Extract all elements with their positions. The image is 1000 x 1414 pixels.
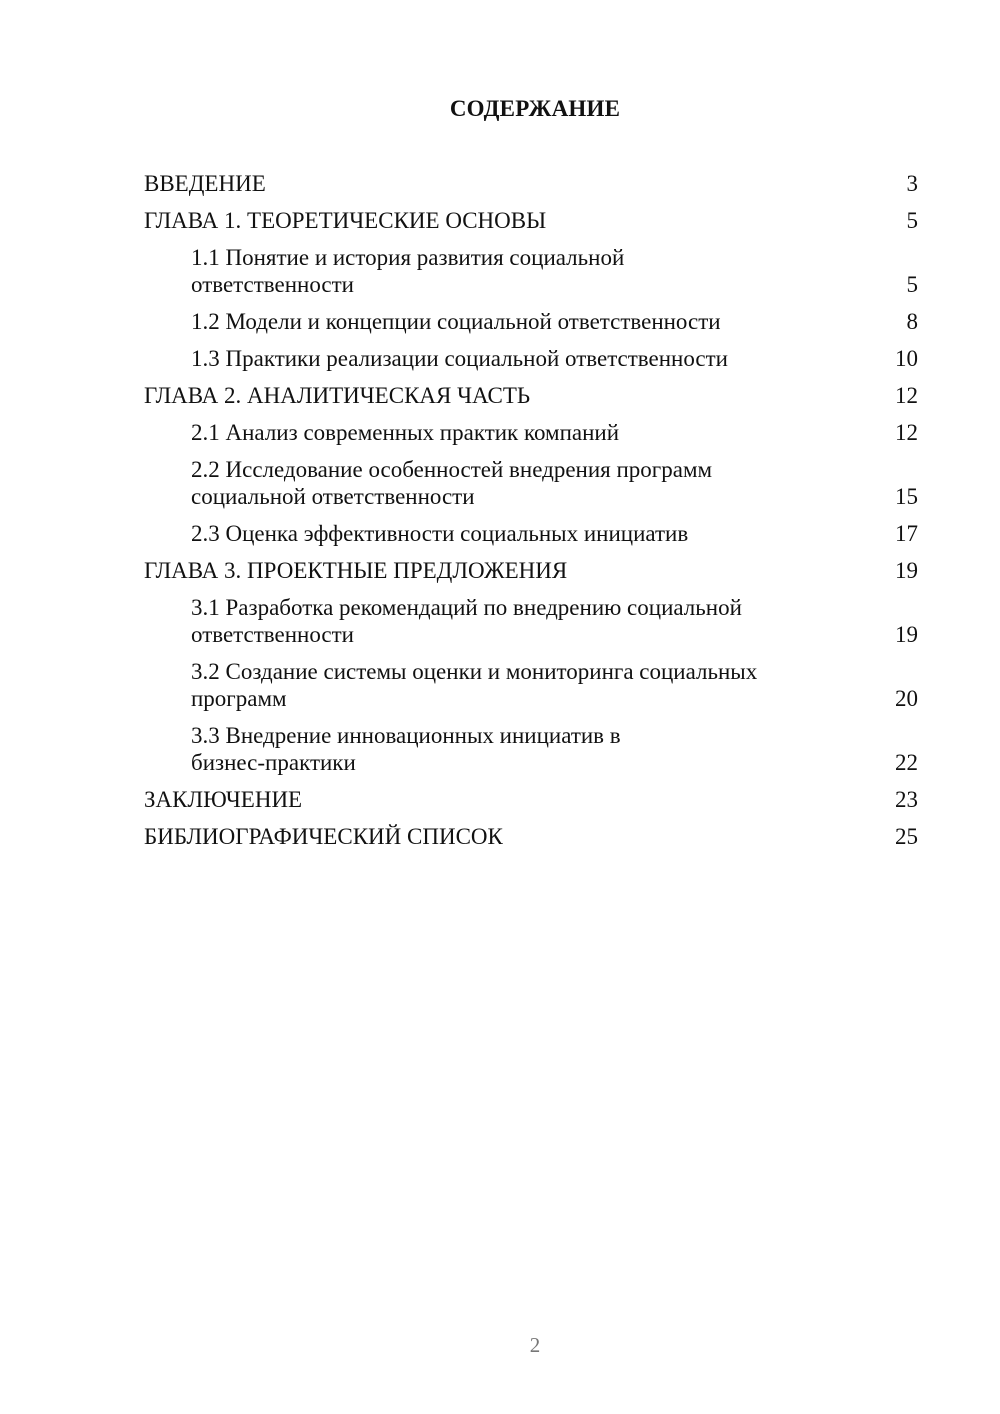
toc-entry-page: 5: [906, 208, 918, 233]
toc-entry-page: 17: [895, 521, 918, 546]
toc-entry-page: 19: [895, 558, 918, 583]
toc-entry-text: 1.2 Модели и концепции социальной ответственности: [191, 309, 721, 334]
toc-entry-section-2-2[interactable]: [144, 456, 918, 510]
toc-entry-page: 22: [895, 750, 918, 775]
toc-entry-text: ВВЕДЕНИЕ: [144, 171, 266, 196]
toc-title: СОДЕРЖАНИЕ: [449, 96, 621, 121]
toc-entry-section-2-3[interactable]: [144, 520, 918, 547]
toc-entry-page: 3: [906, 171, 918, 196]
toc-entry-text: 2.1 Анализ современных практик компаний: [191, 420, 620, 445]
toc-entry-conclusion[interactable]: [144, 786, 918, 813]
toc-entry-chapter-3[interactable]: [144, 557, 918, 584]
toc-entry-chapter-2[interactable]: [144, 382, 918, 409]
table-of-contents: [144, 170, 918, 860]
toc-entry-page: 12: [895, 420, 918, 445]
toc-entry-text: ЗАКЛЮЧЕНИЕ: [144, 787, 303, 812]
toc-entry-text: 2.2 Исследование особенностей внедрения программ социальной ответственности: [191, 457, 713, 509]
toc-entry-text: БИБЛИОГРАФИЧЕСКИЙ СПИСОК: [144, 824, 503, 849]
toc-entry-chapter-1[interactable]: [144, 207, 918, 234]
toc-entry-page: 19: [895, 622, 918, 647]
toc-entry-page: 10: [895, 346, 918, 371]
toc-entry-text: 1.1 Понятие и история развития социальной ответственности: [191, 245, 625, 297]
toc-entry-section-3-3[interactable]: [144, 722, 918, 776]
toc-entry-page: 25: [895, 824, 918, 849]
page-number: 2: [529, 1333, 541, 1357]
toc-entry-section-3-1[interactable]: [144, 594, 918, 648]
toc-entry-text: 3.3 Внедрение инновационных инициатив в бизнес-практики: [191, 723, 621, 775]
toc-entry-bibliography[interactable]: [144, 823, 918, 850]
toc-entry-text: 1.3 Практики реализации социальной ответственности: [191, 346, 728, 371]
toc-entry-text: ГЛАВА 2. АНАЛИТИЧЕСКАЯ ЧАСТЬ: [144, 383, 531, 408]
toc-entry-page: 12: [895, 383, 918, 408]
toc-entry-section-1-3[interactable]: [144, 345, 918, 372]
toc-entry-text: 3.2 Создание системы оценки и мониторинга социальных программ: [191, 659, 758, 711]
toc-entry-page: 8: [906, 309, 918, 334]
toc-entry-section-1-1[interactable]: [144, 244, 918, 298]
toc-entry-text: 3.1 Разработка рекомендаций по внедрению социальной ответственности: [191, 595, 742, 647]
toc-entry-page: 5: [906, 272, 918, 297]
toc-entry-section-3-2[interactable]: [144, 658, 918, 712]
toc-entry-text: ГЛАВА 3. ПРОЕКТНЫЕ ПРЕДЛОЖЕНИЯ: [144, 558, 568, 583]
toc-entry-text: ГЛАВА 1. ТЕОРЕТИЧЕСКИЕ ОСНОВЫ: [144, 208, 547, 233]
toc-entry-text: 2.3 Оценка эффективности социальных инициатив: [191, 521, 689, 546]
toc-entry-page: 15: [895, 484, 918, 509]
toc-entry-page: 20: [895, 686, 918, 711]
toc-entry-section-1-2[interactable]: [144, 308, 918, 335]
toc-entry-introduction[interactable]: [144, 170, 918, 197]
toc-entry-section-2-1[interactable]: [144, 419, 918, 446]
toc-entry-page: 23: [895, 787, 918, 812]
